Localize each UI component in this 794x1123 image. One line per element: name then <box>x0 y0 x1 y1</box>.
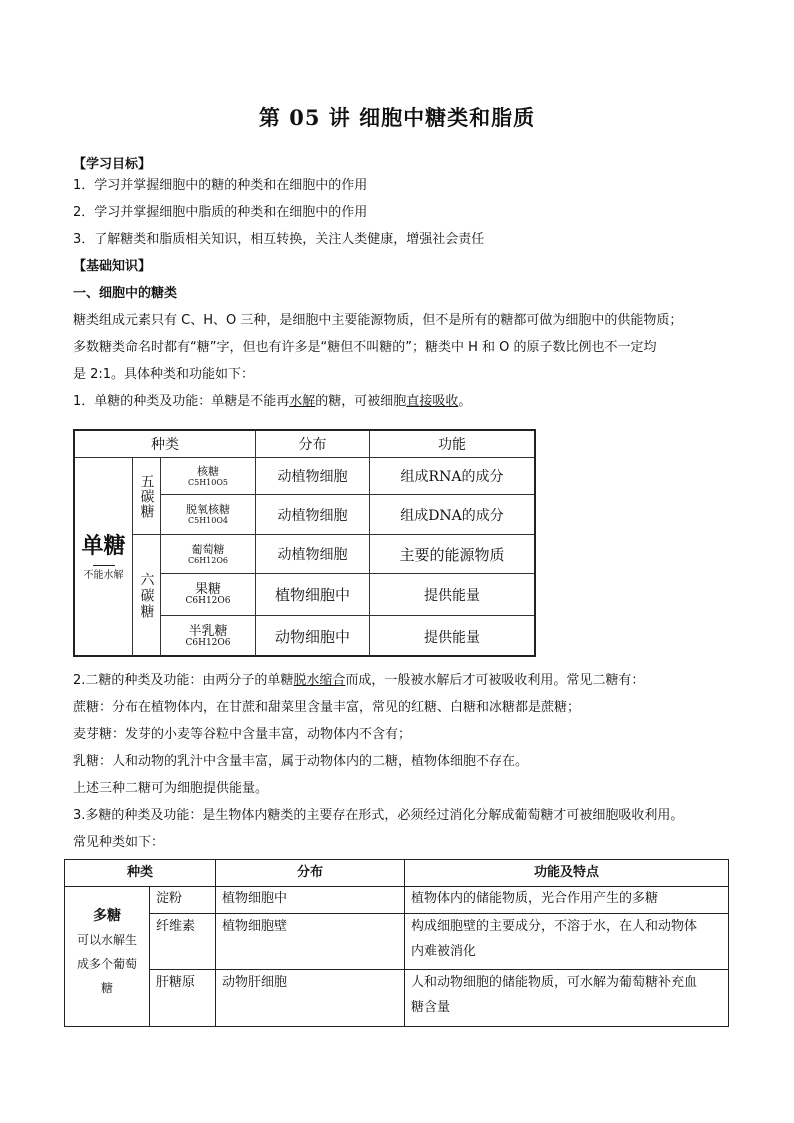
objectives-heading: 【学习目标】 <box>73 157 152 172</box>
distribution-cell: 动物细胞中 <box>274 628 350 646</box>
group-label: 单糖 <box>81 533 126 559</box>
function-cell: 构成细胞壁的主要成分，不溶于水，在人和动物体 <box>411 919 698 934</box>
sugar-name-cell <box>161 458 255 494</box>
distribution-cell: 植物细胞壁 <box>222 919 288 934</box>
sugar-name-cell <box>161 616 255 657</box>
keyword-dehydration-condensation: 脱水缩合 <box>293 673 346 688</box>
sugar-name-cell <box>161 495 255 534</box>
text-span: 1．单糖的种类及功能：单糖是不能再 <box>73 394 290 409</box>
monosaccharide-definition <box>73 393 471 411</box>
section-heading: 一、细胞中的糖类 <box>73 286 178 301</box>
polysaccharide-table <box>64 859 729 1027</box>
polysaccharide-group-cell <box>65 904 149 1000</box>
intro-paragraph-line: 多数糖类命名时都有“糖”字，但也有许多是“糖但不叫糖的”；糖类中 H 和 O 的原子数比例也不一定均 <box>73 340 657 355</box>
header-function-features: 功能及特点 <box>533 865 599 880</box>
sugar-name-cell <box>161 535 255 573</box>
header-function: 功能 <box>438 437 466 453</box>
polysaccharide-name: 纤维素 <box>156 919 196 934</box>
function-cell: 提供能量 <box>424 587 480 604</box>
basics-heading: 【基础知识】 <box>73 259 152 274</box>
sugar-name: 半乳糖 <box>188 624 228 639</box>
distribution-cell: 动植物细胞 <box>277 547 348 563</box>
distribution-cell: 动物肝细胞 <box>222 975 288 990</box>
function-cell: 提供能量 <box>424 629 480 646</box>
polysaccharide-name: 淀粉 <box>156 891 183 906</box>
chemical-formula: C5H10O5 <box>187 477 228 487</box>
disaccharide-item: 乳糖：人和动物的乳汁中含量丰富，属于动物体内的二糖，植物体细胞不存在。 <box>73 754 529 769</box>
chemical-formula: C6H12O6 <box>185 596 231 606</box>
five-carbon-label: 五碳糖 <box>138 473 155 519</box>
objective-item: 3．了解糖类和脂质相关知识，相互转换，关注人类健康，增强社会责任 <box>73 232 485 247</box>
chemical-formula: C6H12O6 <box>185 638 231 648</box>
function-cell: 组成RNA的成分 <box>400 469 504 485</box>
disaccharide-item: 蔗糖：分布在植物体内，在甘蔗和甜菜里含量丰富，常见的红糖、白糖和冰糖都是蔗糖； <box>73 700 581 715</box>
function-cell: 组成DNA的成分 <box>400 507 504 524</box>
text-span: 的糖，可被细胞 <box>315 394 407 409</box>
header-type: 种类 <box>126 865 153 880</box>
page-title: 第 05 讲 细胞中糖类和脂质 <box>258 105 536 130</box>
objective-item: 2．学习并掌握细胞中脂质的种类和在细胞中的作用 <box>73 205 368 220</box>
chemical-formula: C5H10O4 <box>187 516 228 525</box>
function-cell: 植物体内的储能物质，光合作用产生的多糖 <box>411 891 659 906</box>
disaccharide-item: 麦芽糖：发芽的小麦等谷粒中含量丰富，动物体内不含有； <box>73 727 412 742</box>
six-carbon-label: 六碳糖 <box>138 572 155 620</box>
monosaccharide-table <box>73 429 536 657</box>
text-span: 。 <box>458 394 472 409</box>
function-cell: 主要的能源物质 <box>399 545 505 564</box>
intro-paragraph-line: 是 2:1。具体种类和功能如下： <box>73 367 255 382</box>
polysaccharide-intro: 常见种类如下： <box>73 835 165 850</box>
distribution-cell: 植物细胞中 <box>222 891 288 906</box>
keyword-hydrolysis: 水解 <box>289 394 316 409</box>
sugar-name: 葡萄糖 <box>191 542 225 556</box>
header-distribution: 分布 <box>298 437 327 453</box>
distribution-cell: 植物细胞中 <box>274 586 350 604</box>
function-cell: 人和动物细胞的储能物质，可水解为葡萄糖补充血 <box>411 975 698 990</box>
sugar-name-cell <box>161 574 255 615</box>
monosaccharide-group-cell <box>75 458 132 657</box>
disaccharide-definition <box>73 672 644 690</box>
disaccharide-summary: 上述三种二糖可为细胞提供能量。 <box>73 781 269 796</box>
sugar-name: 核糖 <box>197 464 219 478</box>
group-label: 多糖 <box>93 908 121 924</box>
text-span: 而成，一般被水解后才可被吸收利用。常见二糖有： <box>345 673 645 688</box>
sugar-name: 果糖 <box>194 582 221 597</box>
divider <box>93 565 115 566</box>
group-sub-label: 可以水解生 <box>76 933 137 947</box>
distribution-cell: 动植物细胞 <box>277 469 348 485</box>
group-sub-label: 不能水解 <box>83 570 124 581</box>
polysaccharide-definition: 3.多糖的种类及功能：是生物体内糖类的主要存在形式，必须经过消化分解成葡萄糖才可被细胞吸收利用。 <box>73 808 684 823</box>
keyword-direct-absorption: 直接吸收 <box>406 394 459 409</box>
function-cell: 内难被消化 <box>411 944 477 959</box>
header-distribution: 分布 <box>296 865 323 880</box>
group-sub-label: 糖 <box>100 981 113 995</box>
group-sub-label: 成多个葡萄 <box>76 957 137 971</box>
chemical-formula: C6H12O6 <box>187 555 228 565</box>
objective-item: 1．学习并掌握细胞中的糖的种类和在细胞中的作用 <box>73 178 368 193</box>
polysaccharide-name: 肝糖原 <box>156 975 196 990</box>
text-span: 2.二糖的种类及功能：由两分子的单糖 <box>73 673 294 688</box>
function-cell: 糖含量 <box>411 1000 451 1015</box>
sugar-name: 脱氧核糖 <box>186 503 230 516</box>
intro-paragraph-line: 糖类组成元素只有 C、H、O 三种，是细胞中主要能源物质，但不是所有的糖都可做为细胞中的供能物质； <box>73 313 683 328</box>
header-type: 种类 <box>151 437 179 453</box>
distribution-cell: 动植物细胞 <box>277 507 348 524</box>
